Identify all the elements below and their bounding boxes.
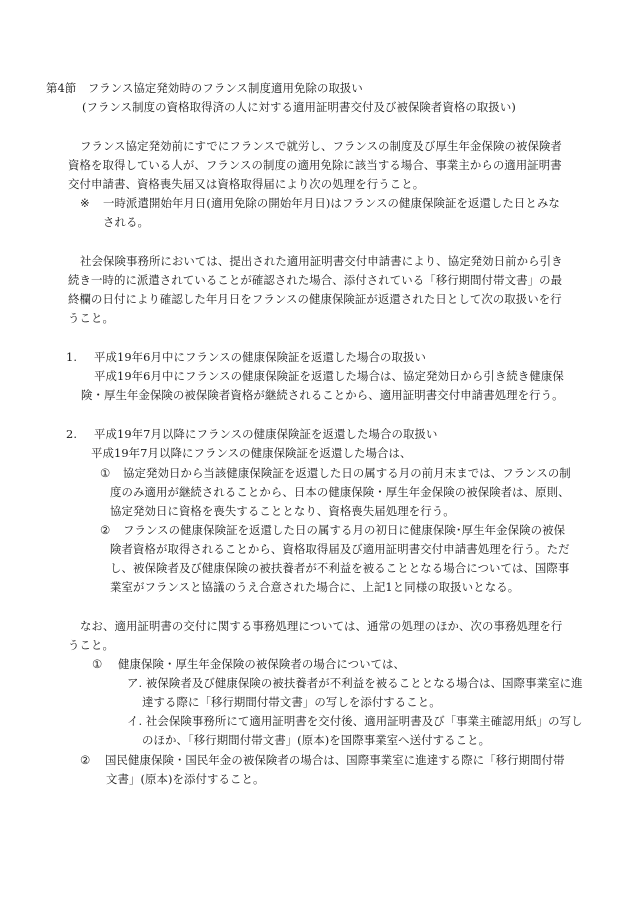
section-subtitle: (フランス制度の資格取得済の人に対する適用証明書交付及び被保険者資格の取扱い) <box>82 100 516 114</box>
item-body-line: 険・厚生年金保険の被保険者資格が継続されることから、適用証明書交付申請書処理を行う。 <box>81 388 564 402</box>
intro-line: 資格を取得している人が、フランスの制度の適用免除に該当する場合、事業主からの適用証明書 <box>68 158 562 172</box>
note-line: される。 <box>103 215 149 229</box>
item-lead: 平成19年7月以降にフランスの健康保険証を返還した場合は、 <box>91 446 412 460</box>
paragraph-line: 終欄の日付により確認した年月日をフランスの健康保険証が返還された日として次の取扱いを行 <box>68 292 562 306</box>
paragraph-line: 社会保険事務所においては、提出された適用証明書交付申請書により、協定発効日前から引き <box>80 254 563 268</box>
item-heading: 平成19年7月以降にフランスの健康保険証を返還した場合の取扱い <box>94 427 438 441</box>
closing-mark: ① <box>92 657 103 671</box>
closing-line: うこと。 <box>68 638 114 652</box>
item-heading: 平成19年6月中にフランスの健康保険証を返還した場合の取扱い <box>94 350 426 364</box>
note-mark: ※ <box>80 196 90 210</box>
closing-sub-line: イ. 社会保険事務所にて適用証明書を交付後、適用証明書及び「事業主確認用紙」の写し <box>127 714 583 728</box>
intro-line: 交付申請書、資格喪失届又は資格取得届により次の処理を行うこと。 <box>68 177 425 191</box>
sub-item-line: 険者資格が取得されることから、資格取得届及び適用証明書交付申請書処理を行う。ただ <box>110 542 570 556</box>
sub-item-mark: ② <box>100 523 111 537</box>
closing-item-text: 健康保険・厚生年金保険の被保険者の場合については、 <box>118 657 406 671</box>
sub-item-line: フランスの健康保険証を返還した日の属する月の初日に健康保険･厚生年金保険の被保 <box>123 523 566 537</box>
closing-sub-line: 達する際に「移行期間付帯文書」の写しを添付すること。 <box>142 695 441 709</box>
closing-sub-line: のほか、「移行期間付帯文書」(原本)を国際事業室へ送付すること。 <box>142 733 491 747</box>
paragraph-line: うこと。 <box>68 311 114 325</box>
closing-line: なお、適用証明書の交付に関する事務処理については、通常の処理のほか、次の事務処理を行 <box>80 619 563 633</box>
item-number: 2. <box>66 427 78 441</box>
closing-item-line: 国民健康保険・国民年金の被保険者の場合は、国際事業室に進達する際に「移行期間付帯 <box>105 753 565 767</box>
closing-item-line: 文書」(原本)を添付すること。 <box>106 772 265 786</box>
closing-mark: ② <box>80 753 91 767</box>
paragraph-line: 続き一時的に派遣されていることが確認された場合、添付されている「移行期間付帯文書」の最 <box>68 273 563 287</box>
note-line: 一時派遣開始年月日(適用免除の開始年月日)はフランスの健康保険証を返還した日とみな <box>103 196 560 210</box>
intro-line: フランス協定発効前にすでにフランスで就労し、フランスの制度及び厚生年金保険の被保険者 <box>80 139 562 153</box>
sub-item-mark: ① <box>100 466 111 480</box>
sub-item-line: し、被保険者及び健康保険の被扶養者が不利益を被ることとなる場合については、国際事 <box>110 561 570 575</box>
item-number: 1. <box>66 350 78 364</box>
sub-item-line: 協定発効日から当該健康保険証を返還した日の属する月の前月末までは、フランスの制 <box>123 466 571 480</box>
closing-sub-line: ア. 被保険者及び健康保険の被扶養者が不利益を被ることとなる場合は、国際事業室に進 <box>127 676 583 690</box>
sub-item-line: 協定発効日に資格を喪失することとなり、資格喪失届処理を行う。 <box>110 504 455 518</box>
section-title: 第4節 フランス協定発効時のフランス制度適用免除の取扱い <box>46 81 363 95</box>
sub-item-line: 業室がフランスと協議のうえ合意された場合に、上記1と同様の取扱いとなる。 <box>110 580 520 594</box>
sub-item-line: 度のみ適用が継続されることから、日本の健康保険・厚生年金保険の被保険者は、原則、 <box>110 485 570 499</box>
item-body-line: 平成19年6月中にフランスの健康保険証を返還した場合は、協定発効日から引き続き健康保 <box>94 369 564 383</box>
